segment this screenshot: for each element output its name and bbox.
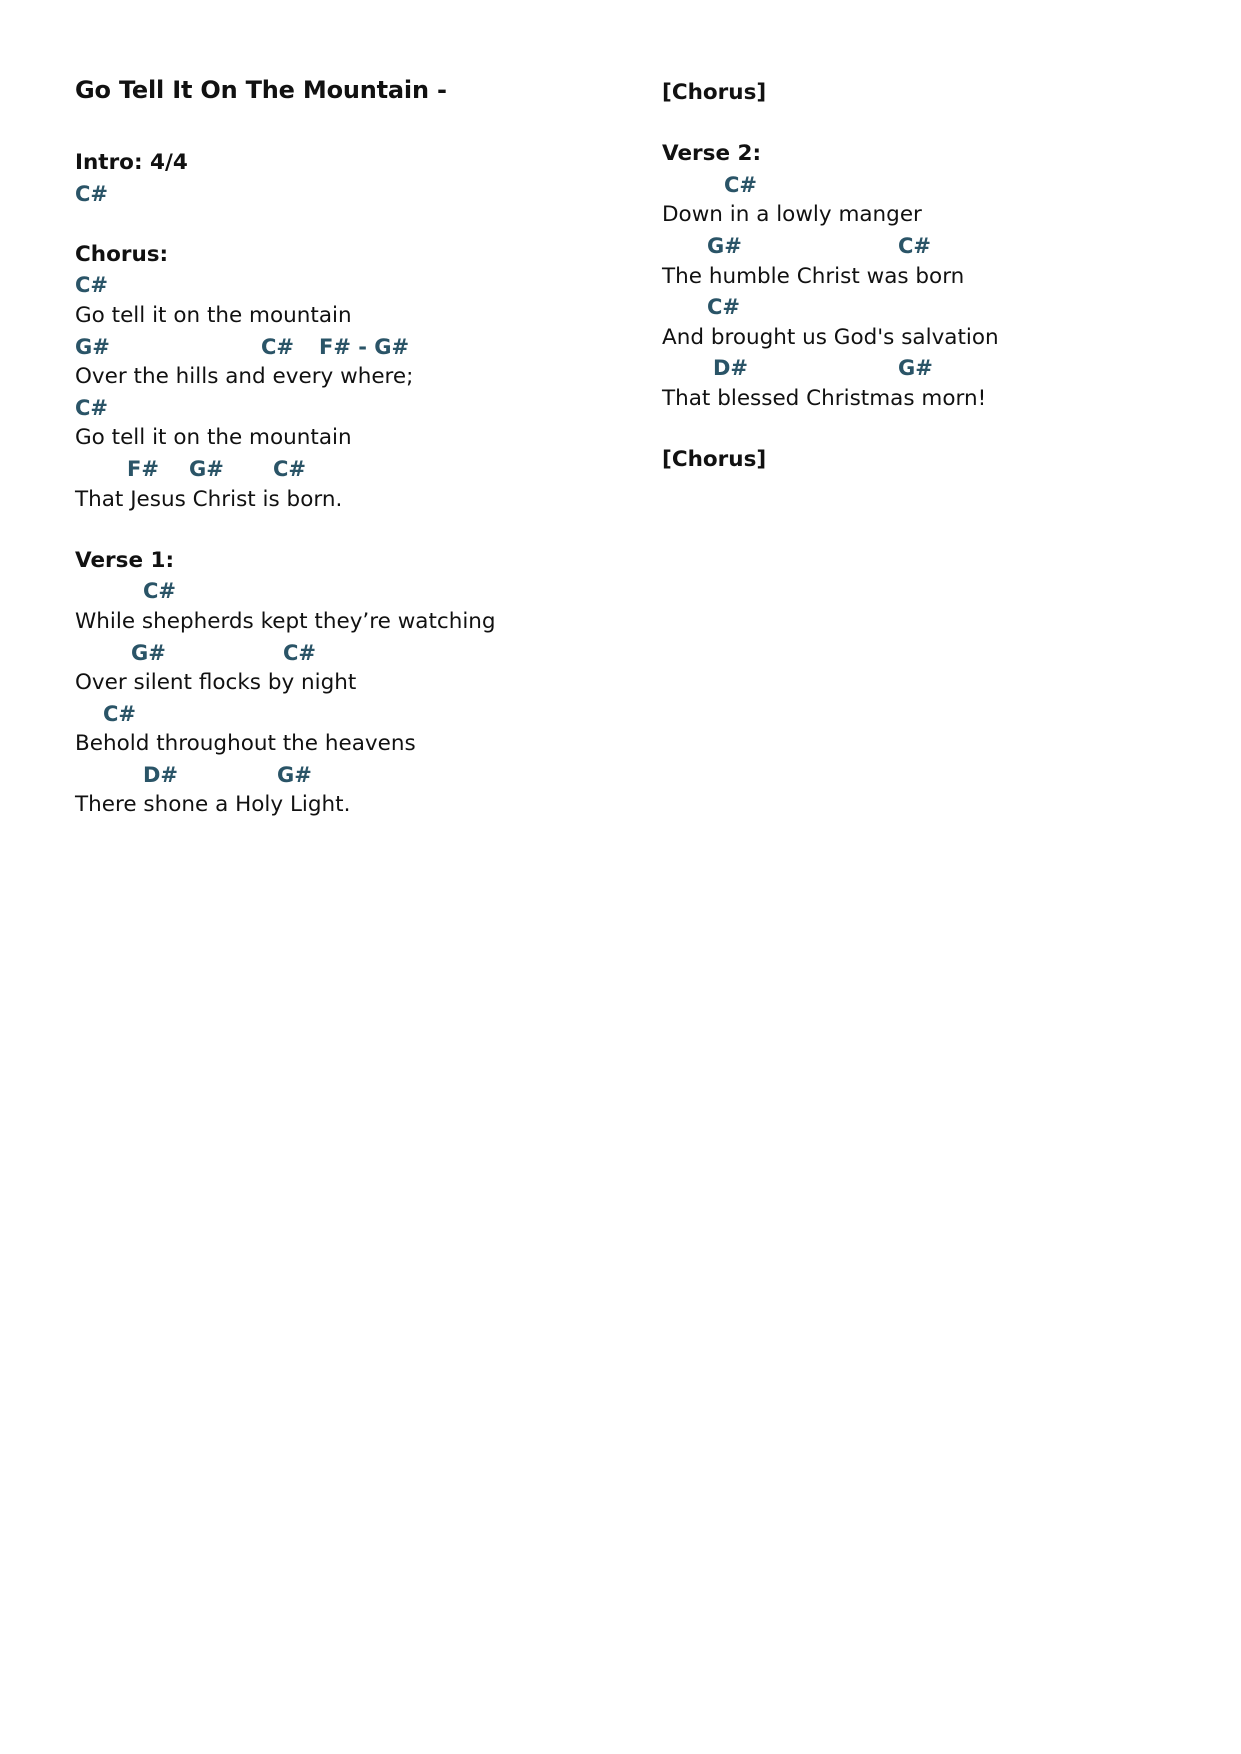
intro-chord-line xyxy=(75,179,496,210)
verse2-label: Verse 2: xyxy=(662,141,762,167)
chord: G# xyxy=(707,233,742,258)
lyric-line: That blessed Christmas morn! xyxy=(662,385,987,411)
chord: C# xyxy=(261,334,295,359)
intro-label: Intro: 4/4 xyxy=(75,150,188,175)
chord-line xyxy=(75,638,496,669)
chord-line xyxy=(662,231,999,262)
chord-line xyxy=(75,760,496,791)
chord: C# xyxy=(273,456,307,481)
chord-line xyxy=(75,454,496,485)
chord: C# xyxy=(143,579,177,604)
chord-line xyxy=(662,292,999,323)
left-column xyxy=(75,148,496,821)
chord-line xyxy=(75,699,496,730)
lyric-line: That Jesus Christ is born. xyxy=(75,486,343,512)
chord: G# xyxy=(898,356,933,381)
chord: G# xyxy=(75,334,110,359)
chord: C# xyxy=(898,233,932,258)
chord: C# xyxy=(75,181,109,206)
chord: G# xyxy=(189,456,224,481)
chorus-reference: [Chorus] xyxy=(662,80,767,105)
chorus-label: Chorus: xyxy=(75,241,169,267)
chorus-reference: [Chorus] xyxy=(662,447,767,473)
chord: F# - G# xyxy=(319,334,410,359)
right-column xyxy=(662,78,999,476)
lyric-line: Down in a lowly manger xyxy=(662,202,922,228)
chord-line xyxy=(75,270,496,301)
lyric-line: While shepherds kept they’re watching xyxy=(75,608,496,634)
chord-line xyxy=(75,393,496,424)
chord: G# xyxy=(277,762,312,787)
song-title: Go Tell It On The Mountain - xyxy=(75,76,447,104)
lyric-line: The humble Christ was born xyxy=(662,263,965,289)
lyric-line: Behold throughout the heavens xyxy=(75,731,416,757)
chord: D# xyxy=(143,762,179,787)
lyric-line: Over silent flocks by night xyxy=(75,670,357,696)
chord: C# xyxy=(75,273,109,298)
lyric-line: And brought us God's salvation xyxy=(662,324,999,350)
chord: C# xyxy=(75,395,109,420)
chord: C# xyxy=(707,295,741,320)
chord-line xyxy=(662,170,999,201)
chord: C# xyxy=(724,172,758,197)
lyric-line: There shone a Holy Light. xyxy=(75,792,351,818)
chord-line xyxy=(75,332,496,363)
chord: C# xyxy=(103,701,137,726)
lyric-line: Over the hills and every where; xyxy=(75,364,414,390)
chord-line xyxy=(75,576,496,607)
lyric-line: Go tell it on the mountain xyxy=(75,425,352,451)
chord: D# xyxy=(713,356,749,381)
chord: G# xyxy=(131,640,166,665)
chord-line xyxy=(662,353,999,384)
chord: F# xyxy=(127,456,159,481)
lyric-line: Go tell it on the mountain xyxy=(75,302,352,328)
verse1-label: Verse 1: xyxy=(75,547,175,573)
chord: C# xyxy=(283,640,317,665)
